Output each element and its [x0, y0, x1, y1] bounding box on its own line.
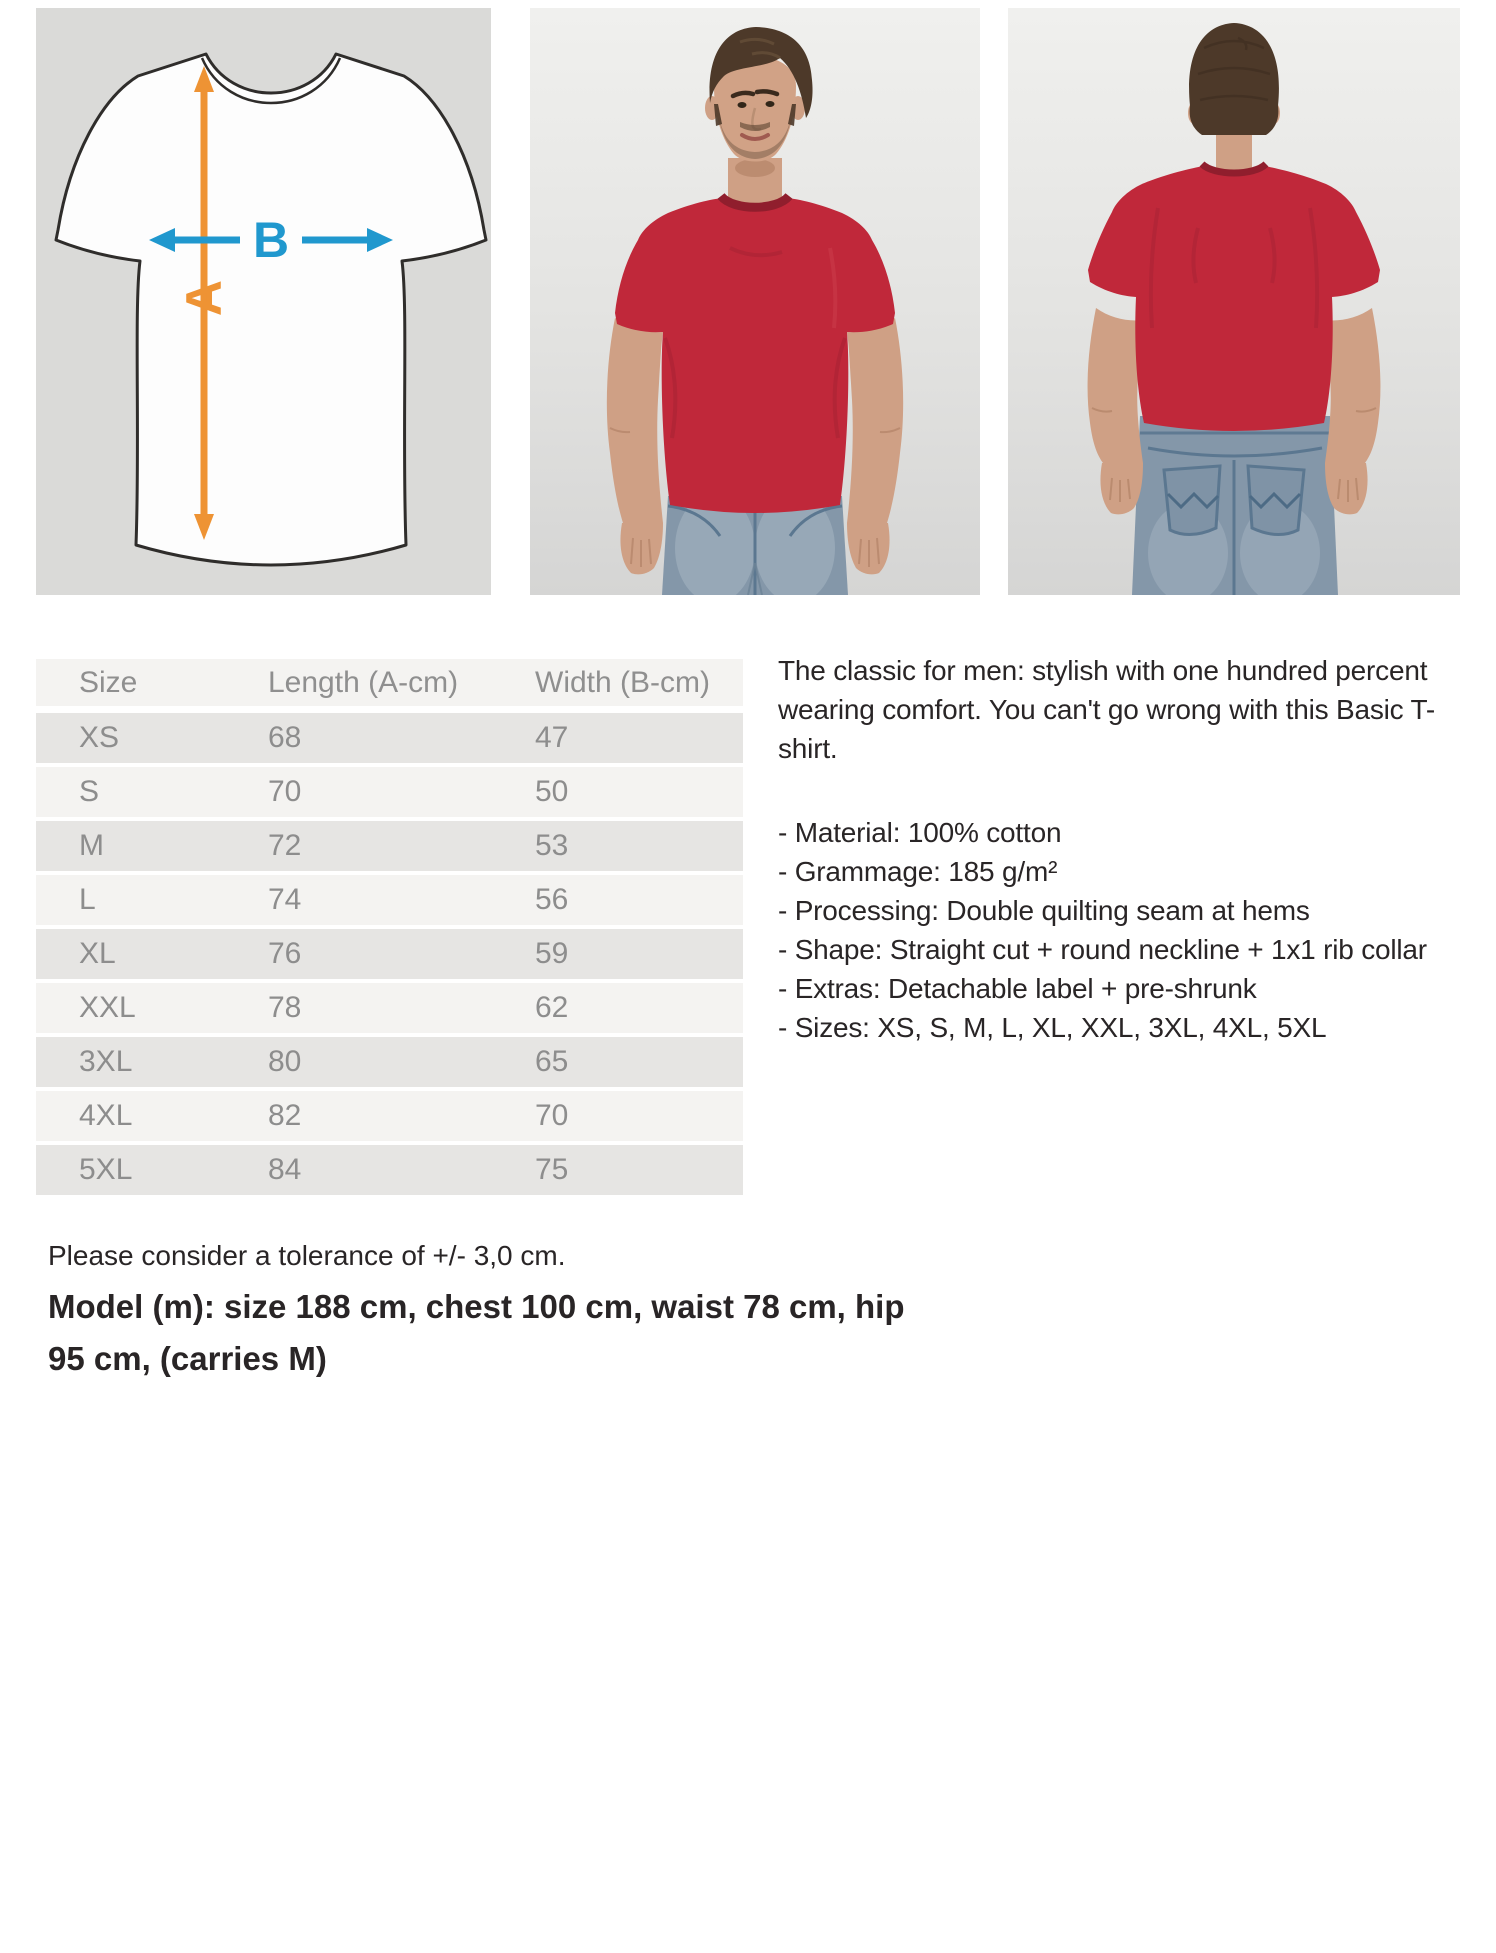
width-cell: 59 [535, 937, 569, 970]
size-cell: 5XL [79, 1153, 133, 1186]
description-paragraph: The classic for men: stylish with one hundred percent wearing comfort. You can't go wrong with this Basic T-shirt. [778, 655, 1436, 764]
bullet-processing: - Processing: Double quilting seam at hems [778, 895, 1310, 926]
width-cell: 53 [535, 829, 569, 862]
tshirt-diagram-image [36, 8, 491, 595]
length-cell: 78 [268, 991, 302, 1024]
width-cell: 47 [535, 721, 569, 754]
tshirt-measurement-diagram [36, 8, 491, 595]
width-cell: 62 [535, 991, 569, 1024]
length-cell: 70 [268, 775, 302, 808]
length-cell: 72 [268, 829, 302, 862]
description-bullets [778, 813, 1472, 1047]
chin-shadow [735, 159, 775, 177]
bullet-extras: - Extras: Detachable label + pre-shrunk [778, 973, 1257, 1004]
model-info-note: Model (m): size 188 cm, chest 100 cm, waist 78 cm, hip 95 cm, (carries M) [48, 1288, 905, 1377]
length-cell: 84 [268, 1153, 302, 1186]
width-cell: 75 [535, 1153, 569, 1186]
size-cell: 4XL [79, 1099, 133, 1132]
bullet-grammage: - Grammage: 185 g/m² [778, 856, 1058, 887]
table-row [36, 875, 743, 925]
notes [48, 1240, 948, 1385]
size-cell: XL [79, 937, 116, 970]
table-row [36, 983, 743, 1033]
length-cell: 68 [268, 721, 302, 754]
tolerance-note: Please consider a tolerance of +/- 3,0 cm. [48, 1240, 566, 1271]
table-row [36, 713, 743, 763]
length-cell: 76 [268, 937, 302, 970]
width-cell: 70 [535, 1099, 569, 1132]
table-row [36, 929, 743, 979]
header-length: Length (A-cm) [268, 665, 459, 699]
length-cell: 74 [268, 883, 302, 916]
size-cell: XS [79, 721, 120, 754]
size-table [36, 659, 743, 1199]
length-cell: 80 [268, 1045, 302, 1078]
model-front-photo [530, 8, 980, 595]
label-a: A [176, 279, 232, 317]
head-back [1189, 23, 1279, 135]
size-table-header [36, 659, 743, 706]
label-b: B [252, 212, 290, 268]
bullet-shape: - Shape: Straight cut + round neckline + 1x1 rib collar [778, 934, 1427, 965]
bullet-sizes: - Sizes: XS, S, M, L, XL, XXL, 3XL, 4XL, 5XL [778, 1012, 1327, 1043]
model-back-image [1008, 8, 1460, 595]
table-row [36, 767, 743, 817]
table-row [36, 821, 743, 871]
bullet-material: - Material: 100% cotton [778, 817, 1062, 848]
header-size: Size [79, 665, 138, 699]
width-cell: 65 [535, 1045, 569, 1078]
model-front-image [530, 8, 980, 595]
size-cell: L [79, 883, 96, 916]
header-width: Width (B-cm) [535, 665, 710, 699]
model-back-photo [1008, 8, 1460, 595]
length-cell: 82 [268, 1099, 302, 1132]
width-cell: 50 [535, 775, 569, 808]
jeans-back [1132, 416, 1338, 595]
size-cell: 3XL [79, 1045, 133, 1078]
size-cell: S [79, 775, 100, 808]
size-cell: M [79, 829, 104, 862]
product-description [778, 651, 1472, 1047]
table-row [36, 1091, 743, 1141]
table-row [36, 1037, 743, 1087]
table-row [36, 1145, 743, 1195]
size-cell: XXL [79, 991, 136, 1024]
width-cell: 56 [535, 883, 569, 916]
